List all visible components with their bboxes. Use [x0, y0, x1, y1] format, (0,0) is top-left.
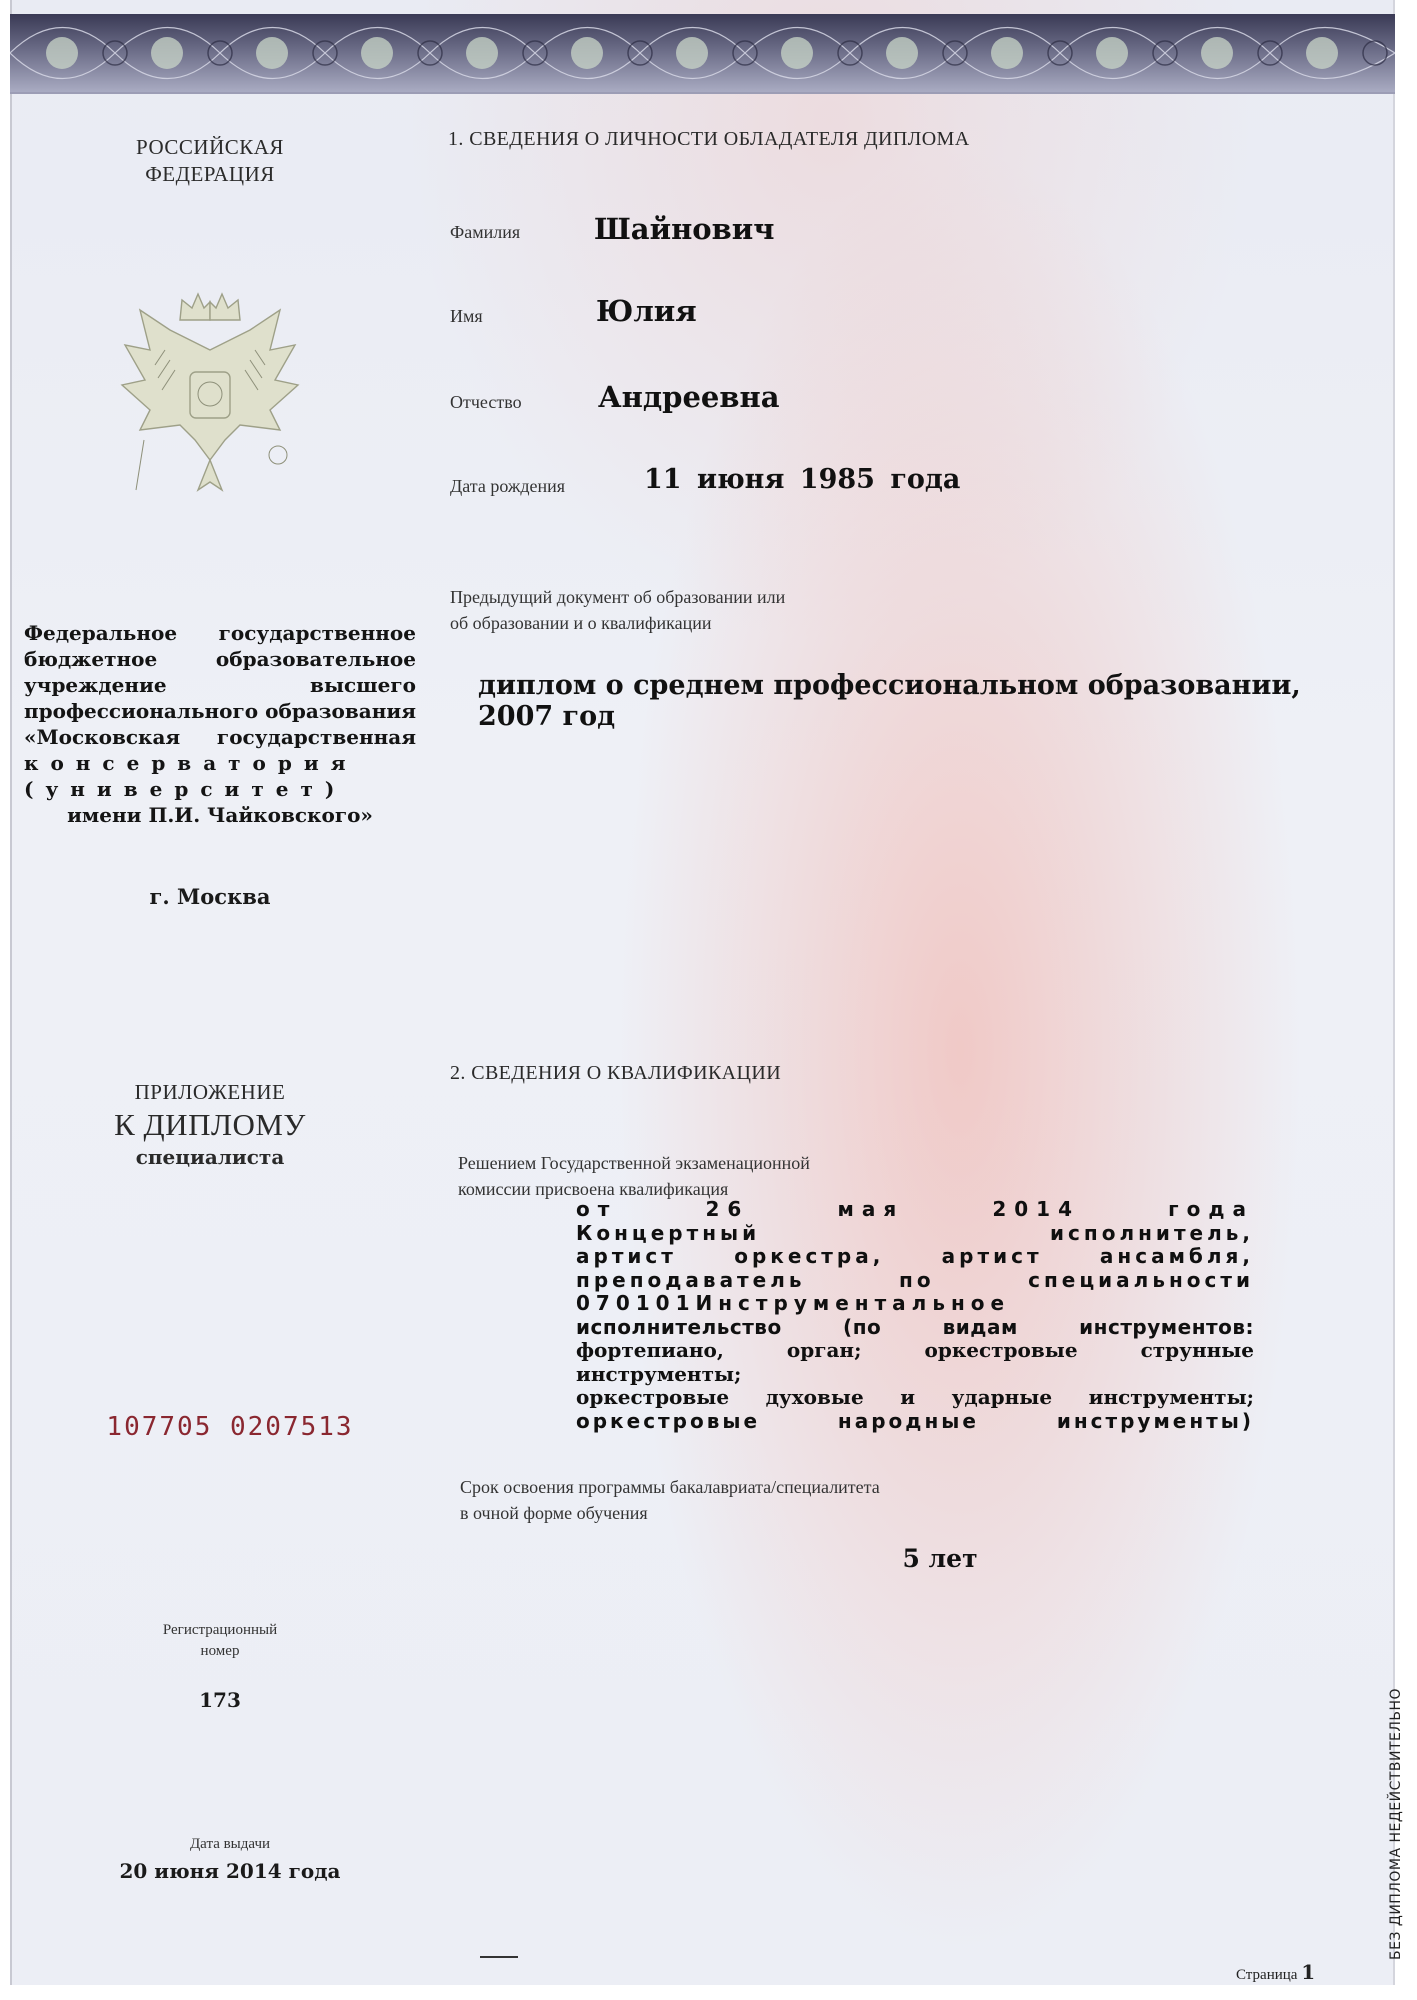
patronymic-value: Андреевна	[598, 380, 780, 414]
appendix-line-1: ПРИЛОЖЕНИЕ	[134, 1080, 286, 1104]
issue-date-block	[70, 1836, 390, 1883]
page-number: 1	[1301, 1960, 1316, 1984]
diploma-appendix-page	[10, 0, 1404, 1985]
institution-line: учреждение высшего	[24, 673, 416, 697]
appendix-heading	[110, 1080, 310, 1169]
issue-date-label: Дата выдачи	[189, 1836, 271, 1852]
study-term-label-line-2: в очной форме обучения	[460, 1503, 648, 1523]
birth-date-label: Дата рождения	[450, 476, 566, 496]
previous-document-label-line-2: об образовании и о квалификации	[450, 613, 712, 633]
study-term-label-line-1: Срок освоения программы бакалавриата/специалитета	[460, 1477, 880, 1497]
name-value: Юлия	[596, 294, 697, 328]
name-label: Имя	[450, 306, 483, 326]
qualification-text	[576, 1198, 1254, 1433]
qualification-line: фортепиано, орган; оркестровые струнные инструменты;	[576, 1338, 1254, 1386]
country-name	[120, 134, 300, 188]
institution-name	[24, 620, 416, 828]
institution-line: профессионального образования	[24, 699, 416, 723]
study-term-value: 5 лет	[902, 1544, 978, 1573]
institution-line: консерватория	[24, 751, 358, 775]
study-term-label	[460, 1474, 1060, 1526]
section-1-title: 1. СВЕДЕНИЯ О ЛИЧНОСТИ ОБЛАДАТЕЛЯ ДИПЛОМА	[448, 128, 970, 150]
institution-line: (университет)	[24, 777, 347, 801]
coat-of-arms-icon	[110, 290, 310, 510]
registration-label	[120, 1620, 320, 1662]
section-2-title: 2. СВЕДЕНИЯ О КВАЛИФИКАЦИИ	[450, 1062, 782, 1084]
qualification-line: преподаватель по специальности	[576, 1267, 1254, 1292]
institution-line: «Московская государственная	[24, 725, 416, 749]
institution-line: имени П.И. Чайковского»	[67, 803, 373, 827]
surname-value: Шайнович	[594, 212, 775, 246]
surname-label: Фамилия	[450, 222, 521, 242]
qualification-line: от 26 мая 2014 года	[576, 1197, 1254, 1221]
footer-dash	[480, 1956, 518, 1958]
registration-number: 173	[199, 1688, 241, 1712]
institution-city: г. Москва	[149, 884, 271, 909]
birth-date-value: 11 июня 1985 года	[644, 464, 961, 495]
patronymic-label: Отчество	[450, 392, 522, 412]
country-line-2: ФЕДЕРАЦИЯ	[145, 162, 275, 186]
void-without-diploma-notice: БЕЗ ДИПЛОМА НЕДЕЙСТВИТЕЛЬНО	[1388, 1687, 1404, 1960]
decision-label-line-2: комиссии присвоена квалификация	[458, 1179, 729, 1199]
previous-document-label	[450, 584, 970, 636]
decision-label-line-1: Решением Государственной экзаменационной	[458, 1153, 810, 1173]
serial-number: 107705 0207513	[106, 1412, 354, 1442]
page-indicator	[1236, 1960, 1315, 1984]
registration-label-line-1: Регистрационный	[162, 1622, 278, 1638]
institution-line: бюджетное образовательное	[24, 647, 416, 671]
previous-document-value: диплом о среднем профессиональном образовании, 2007 год	[478, 670, 1301, 732]
registration-label-line-2: номер	[200, 1643, 240, 1659]
issue-date-value: 20 июня 2014 года	[119, 1859, 341, 1883]
appendix-line-2: К ДИПЛОМУ	[114, 1107, 306, 1142]
appendix-line-3: специалиста	[135, 1145, 285, 1169]
previous-document-label-line-1: Предыдущий документ об образовании или	[450, 587, 786, 607]
qualification-line: исполнительство (по видам инструментов:	[576, 1314, 1254, 1339]
qualification-decision-label	[458, 1150, 978, 1202]
qualification-line: оркестровые народные инструменты)	[576, 1408, 1254, 1433]
country-line-1: РОССИЙСКАЯ	[136, 135, 284, 159]
page-label: Страница	[1236, 1967, 1298, 1983]
security-pattern-band	[10, 14, 1395, 94]
qualification-line: 070101Инструментальное	[576, 1291, 1011, 1315]
qualification-line: оркестровые духовые и ударные инструменты;	[576, 1385, 1254, 1409]
qualification-line: артист оркестра, артист ансамбля,	[576, 1244, 1254, 1268]
institution-line: Федеральное государственное	[24, 621, 416, 645]
qualification-line: Концертный исполнитель,	[576, 1220, 1254, 1245]
